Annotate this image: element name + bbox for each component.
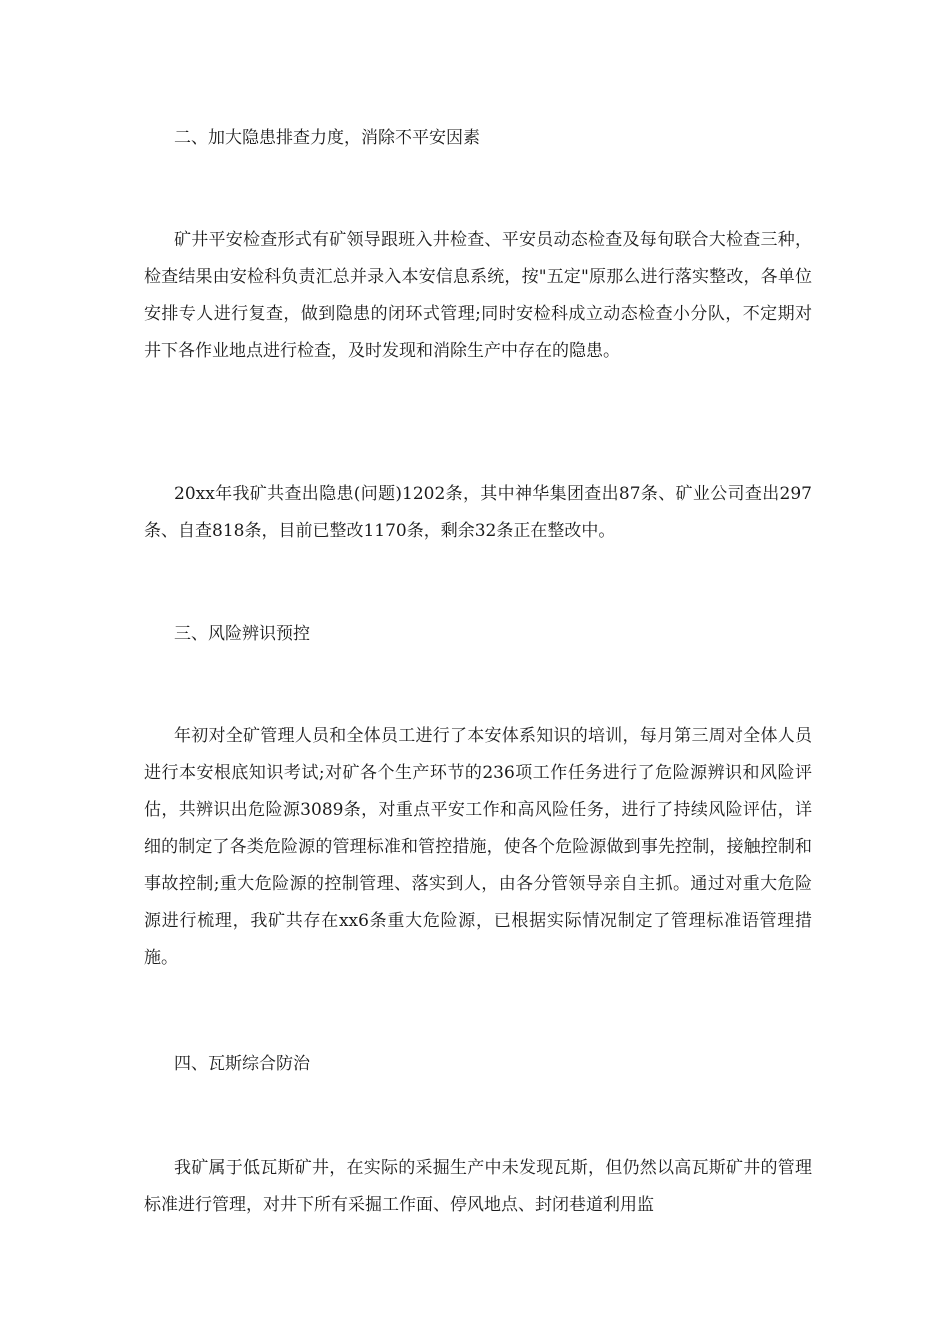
- section-heading-3: 三、风险辨识预控: [174, 624, 310, 644]
- paragraph-risk-identification: 年初对全矿管理人员和全体员工进行了本安体系知识的培训，每月第三周对全体人员进行本安根底知识考试;对矿各个生产环节的236项工作任务进行了危险源辨识和风险评估，共辨识出危险源3089条，对重点平安工作和高风险任务，进行了持续风险评估，详细的制定了各类危险源的管理标准和管控措施，使各个危险源做到事先控制，接触控制和事故控制;重大危险源的控制管理、落实到人，由各分管领导亲自主抓。通过对重大危险源进行梳理，我矿共存在xx6条重大危险源，已根据实际情况制定了管理标准语管理措施。: [144, 726, 812, 968]
- section-heading-2: 二、加大隐患排查力度，消除不平安因素: [174, 128, 480, 148]
- paragraph-hazard-statistics: 20xx年我矿共查出隐患(问题)1202条，其中神华集团查出87条、矿业公司查出297条、自查818条，目前已整改1170条，剩余32条正在整改中。: [144, 484, 812, 541]
- paragraph-gas-prevention: 我矿属于低瓦斯矿井，在实际的采掘生产中未发现瓦斯，但仍然以高瓦斯矿井的管理标准进行管理，对井下所有采掘工作面、停风地点、封闭巷道利用监: [144, 1158, 812, 1215]
- paragraph-safety-inspection: 矿井平安检查形式有矿领导跟班入井检查、平安员动态检查及每旬联合大检查三种，检查结果由安检科负责汇总并录入本安信息系统，按"五定"原那么进行落实整改，各单位安排专人进行复查，做到隐患的闭环式管理;同时安检科成立动态检查小分队，不定期对井下各作业地点进行检查，及时发现和消除生产中存在的隐患。: [144, 230, 812, 361]
- section-heading-4: 四、瓦斯综合防治: [174, 1054, 310, 1074]
